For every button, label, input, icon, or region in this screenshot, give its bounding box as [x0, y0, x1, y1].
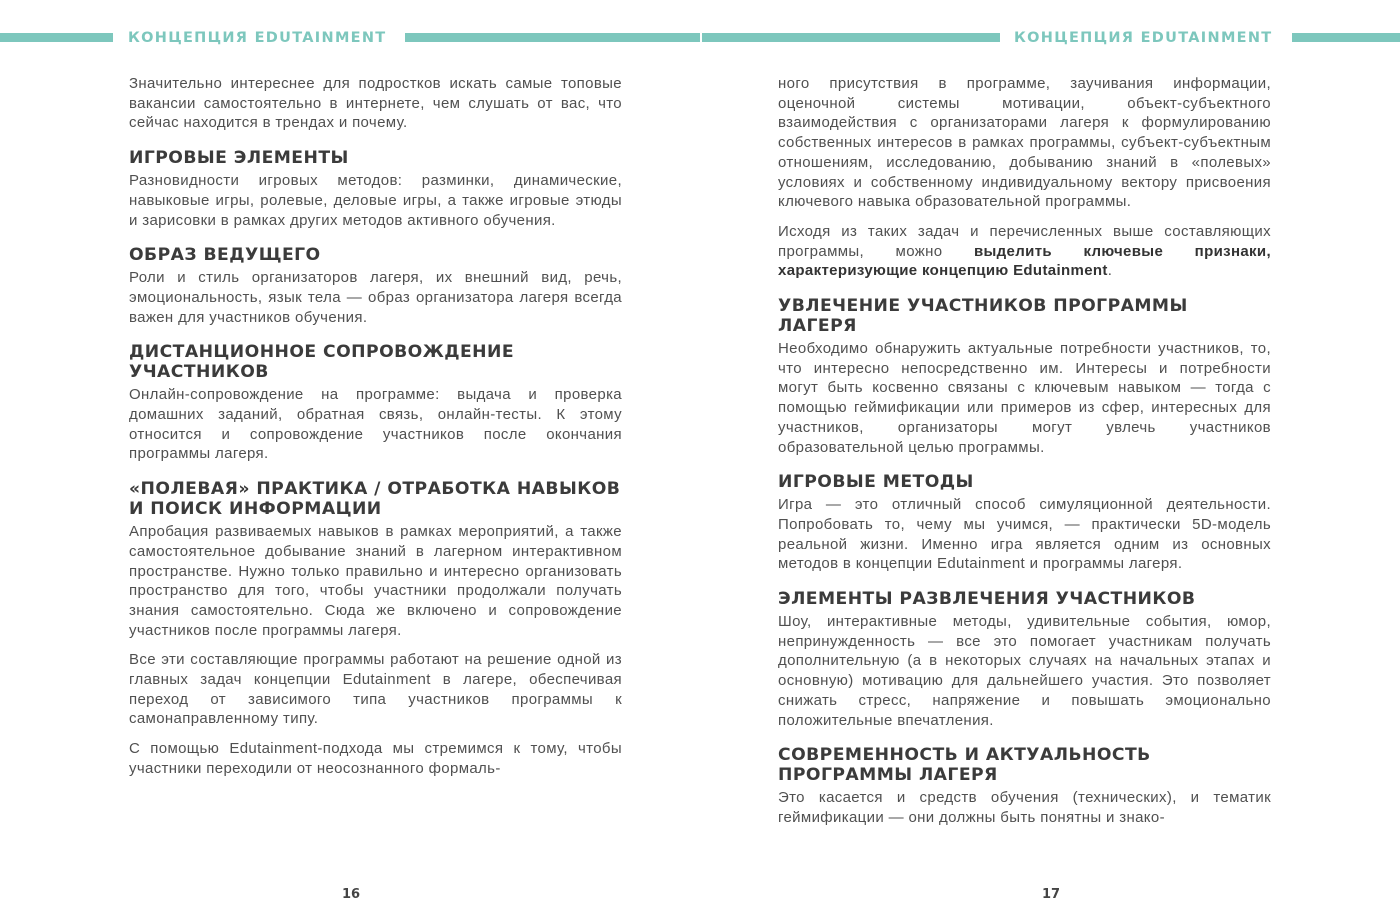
- continuation-paragraph: ного присутствия в программе, заучивания информации, оценочной системы мотивации, объект-субъектного взаимодействия с организаторами лагеря к формулированию собственных интересов в рамках программы, субъект-субъектным отношениям, исследованию, добыванию знаний в «полевых» условиях и собственному индивидуальному вектору присвоения ключевого навыка образовательной программы.: [778, 75, 1271, 211]
- section-text: Разновидности игровых методов: разминки, динамические, навыковые игры, ролевые, деловые игры, а также игровые этюды и зарисовки в рамках других методов активного обучения.: [129, 172, 622, 229]
- section-text: Игра — это отличный способ симуляционной деятельности. Попробовать то, чему мы учимся, — практически 5D-модель реальной жизни. Именно игра является одним из основных методов в концепции Edutainment и программы лагеря.: [778, 496, 1271, 573]
- header-rule-right: [405, 33, 700, 42]
- running-header: КОНЦЕПЦИЯ EDUTAINMENT: [1014, 30, 1273, 46]
- section-heading: ИГРОВЫЕ ЭЛЕМЕНТЫ: [129, 148, 349, 169]
- section-text: Онлайн-сопровождение на программе: выдача и проверка домашних заданий, обратная связь, онлайн-тесты. К этому относится и сопровождение участников после окончания программы лагеря.: [129, 386, 622, 463]
- header-rule-left: [702, 33, 1000, 42]
- section-heading: «ПОЛЕВАЯ» ПРАКТИКА / ОТРАБОТКА НАВЫКОВ И ПОИСК ИНФОРМАЦИИ: [129, 479, 621, 520]
- right-page: [700, 0, 1400, 923]
- section-heading: ДИСТАНЦИОННОЕ СОПРОВОЖДЕНИЕ УЧАСТНИКОВ: [129, 342, 515, 383]
- right-page-content: [778, 74, 1271, 838]
- section-heading: УВЛЕЧЕНИЕ УЧАСТНИКОВ ПРОГРАММЫ ЛАГЕРЯ: [778, 296, 1188, 337]
- left-page-content: [129, 74, 622, 789]
- lead-emphasis: выделить ключевые признаки, характеризующие концепцию Edutainment: [778, 242, 1272, 280]
- section-heading: ЭЛЕМЕНТЫ РАЗВЛЕЧЕНИЯ УЧАСТНИКОВ: [778, 589, 1196, 610]
- lead-text: Исходя из таких задач и перечисленных выше составляющих программы, можно: [778, 222, 1271, 260]
- section-text: Шоу, интерактивные методы, удивительные события, юмор, непринужденность — все это помогает участникам получать дополнительную (а в некоторых случаях на начальных этапах и основную) мотивацию для дальнейшего участия. Это позволяет снижать стресс, напряжение и повышать эмоционально положительные впечатления.: [778, 613, 1271, 729]
- section-text: Апробация развиваемых навыков в рамках мероприятий, а также самостоятельное добывание знаний в лагерном интерактивном пространстве. Нужно только правильно и интересно организовать пространство для того, чтобы участники продолжали получать знания самостоятельно. Сюда же включено и сопровождение участников после программы лагеря.: [129, 523, 622, 639]
- section-text: Это касается и средств обучения (технических), и тематик геймификации — они должны быть понятны и знако-: [778, 789, 1271, 826]
- intro-paragraph: Значительно интереснее для подростков искать самые топовые вакансии самостоятельно в интернете, чем слушать от вас, что сейчас находится в трендах и почему.: [129, 75, 622, 132]
- section-text: Необходимо обнаружить актуальные потребности участников, то, что интересно непосредственно им. Интересы и потребности могут быть косвенно связаны с ключевым навыком — тогда с помощью геймификации или примеров из сфер, интересных для участников, организаторы могут увлечь участников образовательной целью программы.: [778, 340, 1271, 456]
- section-text: Роли и стиль организаторов лагеря, их внешний вид, речь, эмоциональность, язык тела — образ организатора лагеря всегда важен для участников обучения.: [129, 269, 622, 326]
- header-rule-right: [1292, 33, 1400, 42]
- closing-paragraph: Все эти составляющие программы работают на решение одной из главных задач концепции Edutainment в лагере, обеспечивая переход от зависимого типа участников программы к самонаправленному типу.: [129, 651, 622, 728]
- header-rule-left: [0, 33, 113, 42]
- page-number: 16: [342, 887, 361, 902]
- lead-paragraph: [778, 222, 1271, 281]
- running-header: КОНЦЕПЦИЯ EDUTAINMENT: [128, 30, 387, 46]
- section-heading: ИГРОВЫЕ МЕТОДЫ: [778, 472, 974, 493]
- lead-end: .: [1107, 262, 1113, 280]
- closing-paragraph: С помощью Edutainment-подхода мы стремимся к тому, чтобы участники переходили от неосознанного формаль-: [129, 740, 622, 777]
- section-heading: ОБРАЗ ВЕДУЩЕГО: [129, 245, 321, 266]
- section-heading: СОВРЕМЕННОСТЬ И АКТУАЛЬНОСТЬ ПРОГРАММЫ ЛАГЕРЯ: [778, 745, 1151, 786]
- page-number: 17: [1042, 887, 1061, 902]
